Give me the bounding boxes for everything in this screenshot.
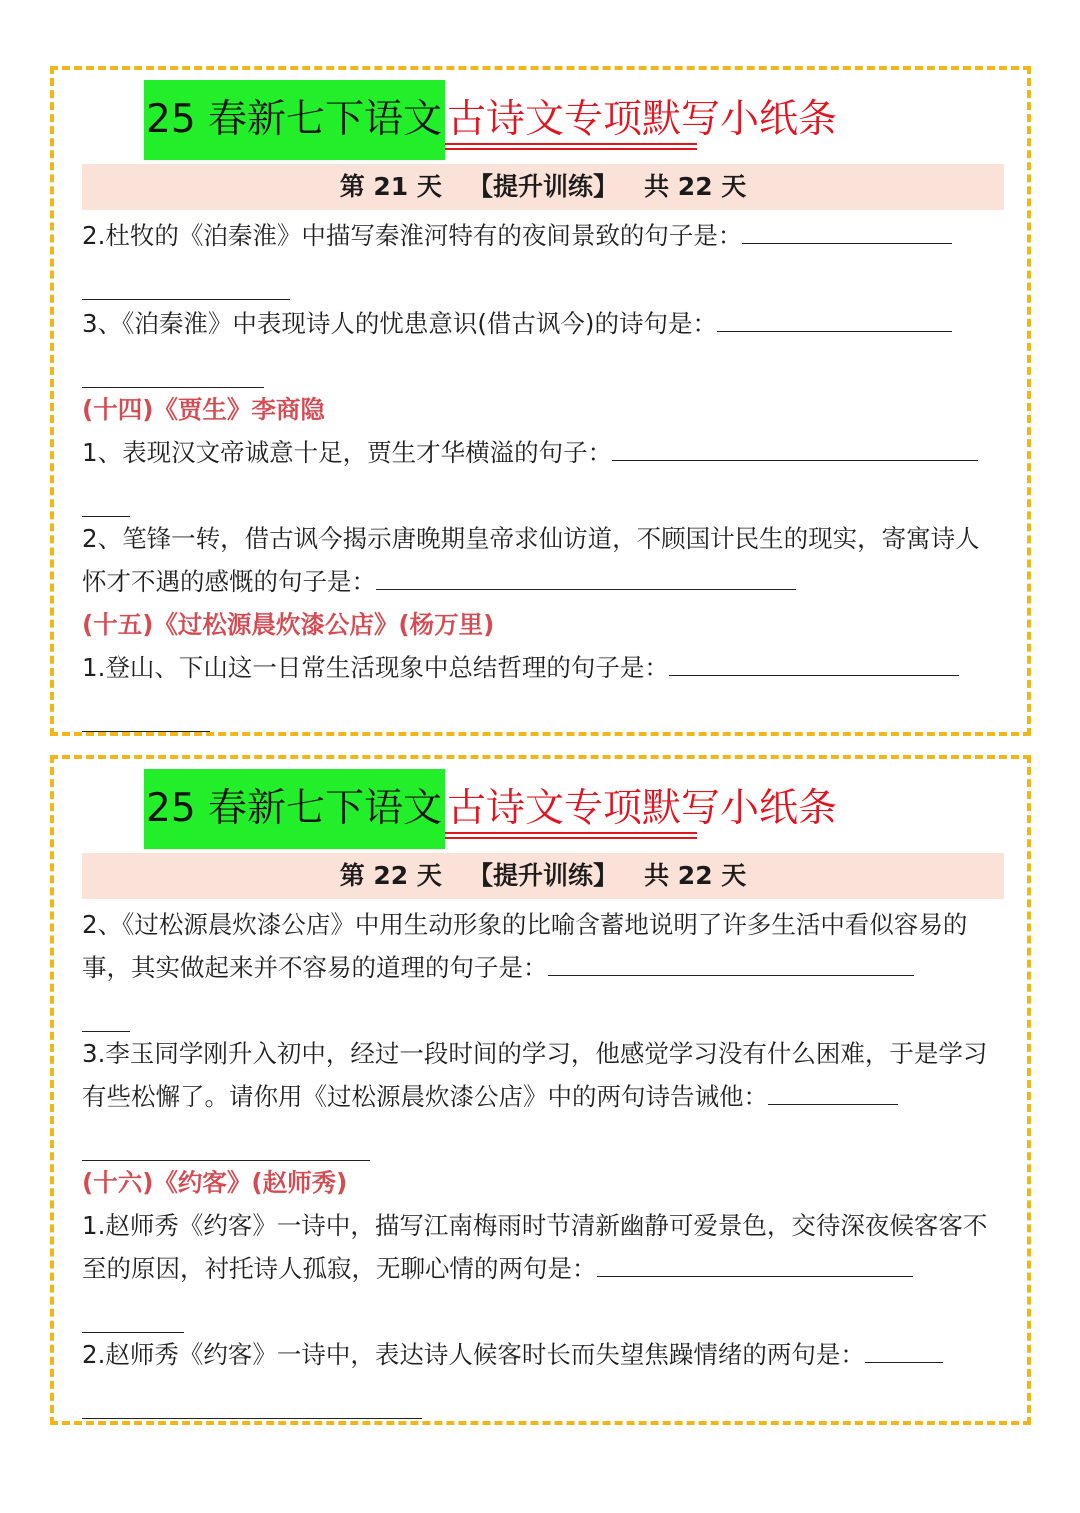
answer-blank[interactable] <box>612 459 978 461</box>
question-item: 1.赵师秀《约客》一诗中，描写江南梅雨时节清新幽静可爱景色，交待深夜候客客不至的原因，衬托诗人孤寂，无聊心情的两句是： <box>82 1211 988 1283</box>
answer-blank[interactable] <box>597 1275 913 1277</box>
answer-blank[interactable] <box>82 257 290 300</box>
answer-blank[interactable] <box>865 1361 943 1363</box>
section-heading: (十五)《过松源晨炊漆公店》(杨万里) <box>82 610 495 639</box>
section-heading: (十四)《贾生》李商隐 <box>82 395 325 424</box>
title-topic-label: 古诗文专项默写小纸条 <box>445 80 837 160</box>
question-item: 1、表现汉文帝诚意十足，贾生才华横溢的句子： <box>82 431 1004 474</box>
answer-blank[interactable] <box>82 689 210 732</box>
card-content <box>82 214 1004 732</box>
answer-blank[interactable] <box>376 588 796 590</box>
answer-blank[interactable] <box>82 1290 184 1333</box>
card-title <box>144 80 837 160</box>
answer-blank[interactable] <box>548 974 914 976</box>
day-banner: 第 21 天 【提升训练】 共 22 天 <box>82 164 1004 210</box>
question-item: 3.李玉同学刚升入初中，经过一段时间的学习，他感觉学习没有什么困难，于是学习有些松懈了。请你用《过松源晨炊漆公店》中的两句诗告诫他： <box>82 1039 988 1111</box>
day-banner: 第 22 天 【提升训练】 共 22 天 <box>82 853 1004 899</box>
card-title <box>144 769 837 849</box>
title-topic-label: 古诗文专项默写小纸条 <box>445 769 837 849</box>
title-grade-label: 25 春新七下语文 <box>144 80 445 160</box>
question-item: 2.赵师秀《约客》一诗中，表达诗人候客时长而失望焦躁情绪的两句是： <box>82 1333 1004 1376</box>
note-card-day-21 <box>50 66 1031 736</box>
card-content <box>82 903 1004 1419</box>
question-item: 1.登山、下山这一日常生活现象中总结哲理的句子是： <box>82 646 1004 689</box>
answer-blank[interactable] <box>768 1103 898 1105</box>
question-item: 2、笔锋一转，借古讽今揭示唐晚期皇帝求仙访道，不顾国计民生的现实，寄寓诗人怀才不遇的感慨的句子是： <box>82 524 980 596</box>
question-item: 3、《泊秦淮》中表现诗人的忧患意识(借古讽今)的诗句是： <box>82 302 1004 345</box>
answer-blank[interactable] <box>82 345 264 388</box>
note-card-day-22 <box>50 755 1031 1425</box>
question-item: 2.杜牧的《泊秦淮》中描写秦淮河特有的夜间景致的句子是： <box>82 214 1004 257</box>
answer-blank[interactable] <box>82 474 130 517</box>
answer-blank[interactable] <box>717 330 952 332</box>
question-item: 2、《过松源晨炊漆公店》中用生动形象的比喻含蓄地说明了许多生活中看似容易的事，其实做起来并不容易的道理的句子是： <box>82 910 968 982</box>
title-grade-label: 25 春新七下语文 <box>144 769 445 849</box>
answer-blank[interactable] <box>669 674 959 676</box>
answer-blank[interactable] <box>742 242 952 244</box>
answer-blank[interactable] <box>82 1118 370 1161</box>
section-heading: (十六)《约客》(赵师秀) <box>82 1168 348 1197</box>
answer-blank[interactable] <box>82 989 130 1032</box>
answer-blank[interactable] <box>82 1376 422 1419</box>
